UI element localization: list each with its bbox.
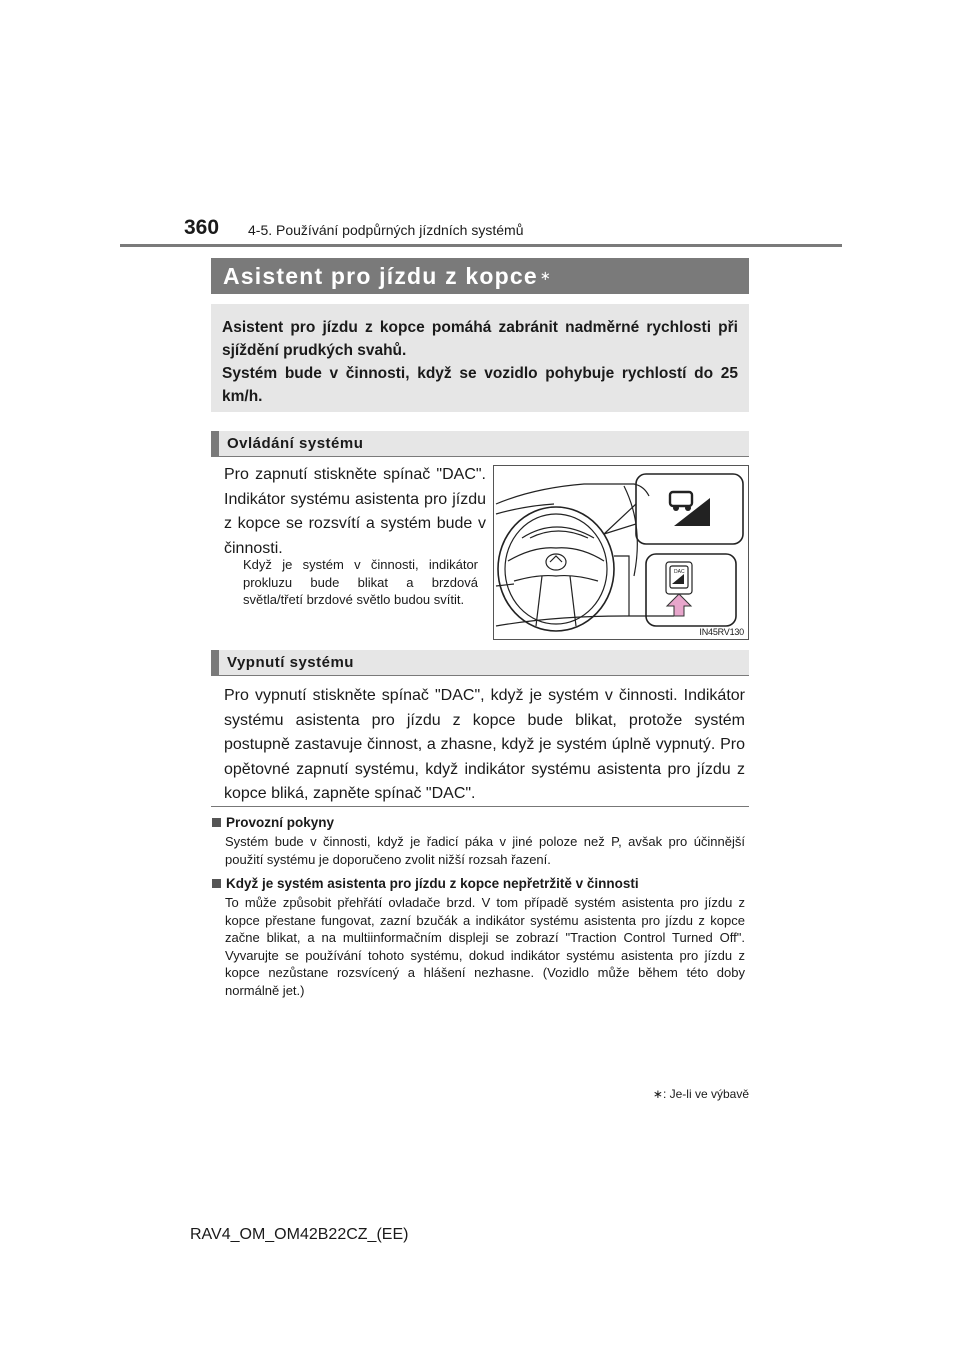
operation-note: Když je systém v činnosti, indikátor prokluzu bude blikat a brzdová světla/třetí brzdové světlo budou svítit. <box>243 557 478 607</box>
document-code: RAV4_OM_OM42B22CZ_(EE) <box>190 1226 409 1243</box>
note-text: Systém bude v činnosti, když je řadicí páka v jiné poloze než P, avšak pro účinnější použití systému je doporučeno zvolit nižší rozsah řazení. <box>225 834 745 867</box>
steering-wheel-drawing <box>494 466 748 639</box>
page-number: 360 <box>184 216 220 239</box>
footnote <box>620 1087 749 1101</box>
intro-box <box>211 304 749 412</box>
intro-paragraph-2: Systém bude v činnosti, když se vozidlo pohybuje rychlostí do 25 km/h. <box>222 365 738 405</box>
footnote-marker: ∗ <box>652 1087 663 1101</box>
chapter-title: 4-5. Používání podpůrných jízdních systémů <box>248 222 524 238</box>
note-1 <box>212 815 745 868</box>
operation-note-block <box>243 556 478 609</box>
off-text-block <box>224 684 745 807</box>
section-heading-operation <box>211 431 749 457</box>
operation-instruction: Pro zapnutí stiskněte spínač "DAC". Indikátor systému asistenta pro jízdu z kopce se rozsvítí a systém bude v činnosti. <box>224 466 486 557</box>
section-heading-text: Vypnutí systému <box>227 654 354 671</box>
header-divider <box>120 244 842 247</box>
dashboard-illustration <box>493 465 749 640</box>
bullet-square-icon <box>212 818 221 827</box>
intro-paragraph-1: Asistent pro jízdu z kopce pomáhá zabránit nadměrné rychlosti při sjíždění prudkých svahů. <box>222 319 738 359</box>
note-heading-text: Když je systém asistenta pro jízdu z kopce nepřetržitě v činnosti <box>226 876 639 891</box>
illustration-code: IN45RV130 <box>699 627 744 637</box>
operation-text-block <box>224 463 486 561</box>
section-heading-text: Ovládání systému <box>227 435 364 452</box>
bullet-square-icon <box>212 879 221 888</box>
note-text: To může způsobit přehřátí ovladače brzd. V tom případě systém asistenta pro jízdu z kopce přestane fungovat, zazní bzučák a indikátor systému asistenta pro jízdu z kopce začne blikat, a na multiinformačním displeji se zobrazí "Traction Control Turned Off". Vyvarujte se používání tohoto systému, dokud indikátor systému asistenta pro jízdu z kopce nezůstane rozsvícený a hlášení nezhasne. (Vozidlo může během této doby normálně jet.) <box>225 895 745 998</box>
note-2 <box>212 876 745 999</box>
optional-equipment-marker: ∗ <box>539 268 551 283</box>
page-title: Asistent pro jízdu z kopce <box>223 262 538 289</box>
section-title-bar <box>211 258 749 294</box>
footnote-text: : Je-li ve výbavě <box>662 1087 749 1101</box>
note-heading <box>212 876 745 891</box>
notes-divider <box>211 806 749 807</box>
note-heading <box>212 815 745 830</box>
off-instruction: Pro vypnutí stiskněte spínač "DAC", když je systém v činnosti. Indikátor systému asistenta pro jízdu z kopce bude blikat, protože systém postupně zastavuje činnost, a zhasne, když je systém úplně vypnutý. Pro opětovné zapnutí systému, když indikátor systému asistenta pro jízdu z kopce bliká, zapněte spínač "DAC". <box>224 687 745 802</box>
section-heading-off <box>211 650 749 676</box>
note-heading-text: Provozní pokyny <box>226 815 335 830</box>
dac-switch-label: DAC <box>674 569 685 575</box>
